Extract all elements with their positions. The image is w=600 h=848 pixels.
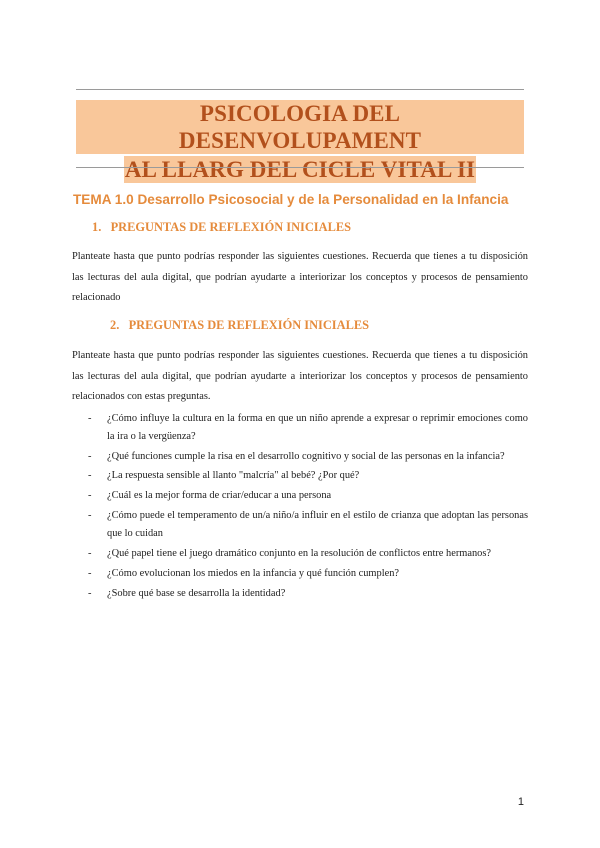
list-item	[86, 585, 528, 603]
section-1-title: PREGUNTAS DE REFLEXIÓN INICIALES	[110, 220, 351, 234]
question-list	[86, 410, 528, 605]
bullet-marker: -	[88, 547, 92, 559]
section-2-title: PREGUNTAS DE REFLEXIÓN INICIALES	[128, 318, 369, 332]
bullet-marker: -	[88, 450, 92, 462]
list-item	[86, 467, 528, 485]
question-text: ¿Cómo evolucionan los miedos en la infancia y qué función cumplen?	[107, 567, 400, 579]
bullet-marker: -	[88, 567, 92, 579]
section-2-heading	[110, 318, 369, 333]
question-text: ¿Cómo puede el temperamento de un/a niño/a influir en el estilo de crianza que adoptan las personas que lo cuidan	[107, 510, 528, 539]
bullet-marker: -	[88, 510, 92, 522]
list-item	[86, 507, 528, 542]
list-item	[86, 565, 528, 583]
question-text: ¿Sobre qué base se desarrolla la identidad?	[107, 587, 286, 599]
intro-paragraph-1: Planteate hasta que punto podrías responder las siguientes cuestiones. Recuerda que tienes a tu disposición las lecturas del aula digital, que podrían ayudarte a interiorizar los conceptos y procesos de pensamiento relacionado	[72, 251, 528, 303]
section-1-heading	[92, 220, 351, 235]
question-text: ¿Cómo influye la cultura en la forma en que un niño aprende a expresar o reprimir emociones como la ira o la vergüenza?	[107, 413, 528, 442]
list-item	[86, 448, 528, 466]
bottom-divider	[76, 167, 524, 168]
list-item	[86, 487, 528, 505]
section-2-number: 2.	[110, 318, 120, 332]
document-title	[76, 100, 524, 185]
title-line-2: AL LLARG DEL CICLE VITAL II	[124, 157, 476, 182]
bullet-marker: -	[88, 587, 92, 599]
list-item	[86, 545, 528, 563]
title-line-1: PSICOLOGIA DEL DESENVOLUPAMENT	[76, 100, 524, 154]
question-text: ¿Cuál es la mejor forma de criar/educar a una persona	[107, 490, 332, 502]
page-number: 1	[517, 796, 524, 808]
tema-heading: TEMA 1.0 Desarrollo Psicosocial y de la Personalidad en la Infancia	[73, 192, 509, 207]
question-text: ¿Qué papel tiene el juego dramático conjunto en la resolución de conflictos entre hermanos?	[107, 547, 492, 559]
bullet-marker: -	[88, 490, 92, 502]
list-item	[86, 410, 528, 445]
question-text: ¿Qué funciones cumple la risa en el desarrollo cognitivo y social de las personas en la infancia?	[107, 450, 505, 462]
bullet-marker: -	[88, 413, 92, 424]
top-divider	[76, 89, 524, 90]
question-text: ¿La respuesta sensible al llanto "malcría" al bebé? ¿Por qué?	[107, 470, 360, 482]
bullet-marker: -	[88, 470, 92, 482]
section-1-number: 1.	[92, 220, 102, 234]
intro-paragraph-2: Planteate hasta que punto podrías responder las siguientes cuestiones. Recuerda que tienes a tu disposición las lecturas del aula digital, que podrían ayudarte a interiorizar los conceptos y procesos de pensamiento relacionados con estas preguntas.	[72, 350, 528, 402]
